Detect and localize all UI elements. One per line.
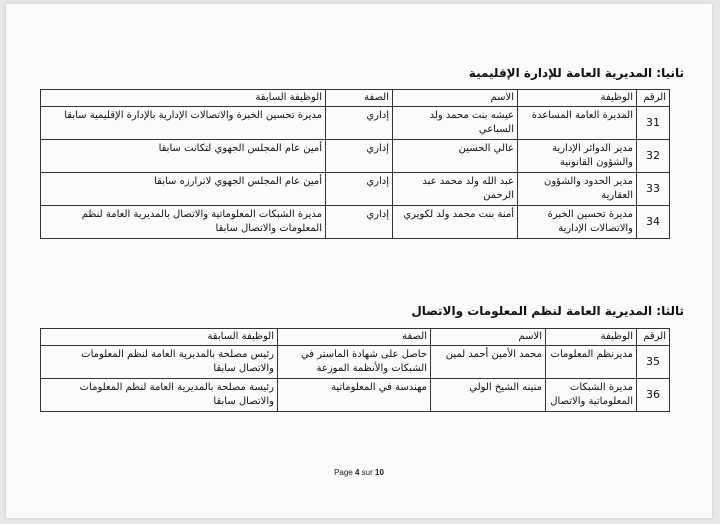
footer-sur-word: sur — [361, 468, 373, 477]
footer-page-total: 10 — [375, 468, 384, 477]
cell-num: 36 — [637, 379, 670, 412]
section-3-table — [40, 328, 670, 412]
table-row — [41, 206, 670, 239]
cell-num: 35 — [637, 346, 670, 379]
cell-name: عيشه بنت محمد ولد السباعي — [393, 107, 518, 140]
header-name: الاسم — [393, 90, 518, 107]
cell-name: عالي الحسين — [393, 140, 518, 173]
cell-num: 33 — [637, 173, 670, 206]
header-num: الرقم — [637, 90, 670, 107]
cell-status: إداري — [326, 206, 393, 239]
table-row — [41, 107, 670, 140]
section-2-table — [40, 89, 670, 239]
cell-function: مدير الحدود والشؤون العقارية — [518, 173, 637, 206]
cell-function: مديرة تحسين الخبرة والاتصالات الإدارية — [518, 206, 637, 239]
table-row — [41, 140, 670, 173]
header-function: الوظيفة — [546, 329, 637, 346]
cell-status: إداري — [326, 140, 393, 173]
cell-previous: مديرة تحسين الخبرة والاتصالات الإدارية بالإدارة الإقليمية سابقا — [41, 107, 326, 140]
cell-num: 32 — [637, 140, 670, 173]
section-3-title: ثالثا: المديرية العامة لنظم المعلومات والاتصال — [411, 304, 684, 318]
page-footer — [6, 468, 712, 477]
header-status: الصفة — [326, 90, 393, 107]
footer-page-number: 4 — [354, 468, 360, 477]
cell-status: إداري — [326, 173, 393, 206]
header-previous: الوظيفة السابقة — [41, 329, 278, 346]
table-row — [41, 173, 670, 206]
cell-function: المديرة العامة المساعدة — [518, 107, 637, 140]
header-num: الرقم — [637, 329, 670, 346]
cell-previous: مديرة الشبكات المعلوماتية والاتصال بالمديرية العامة لنظم المعلومات والاتصال سابقا — [41, 206, 326, 239]
cell-name: أمنة بنت محمد ولد لكويري — [393, 206, 518, 239]
cell-previous: أمين عام المجلس الجهوي لاترارزه سابقا — [41, 173, 326, 206]
footer-page-word: Page — [334, 468, 353, 477]
cell-status: حاصل على شهادة الماستر في الشبكات والأنظمة الموزعة — [278, 346, 431, 379]
cell-previous: رئيسة مصلحة بالمديرية العامة لنظم المعلومات والاتصال سابقا — [41, 379, 278, 412]
document-page — [6, 4, 712, 518]
header-previous: الوظيفة السابقة — [41, 90, 326, 107]
table-header-row — [41, 90, 670, 107]
cell-name: عبد الله ولد محمد عبد الرحمن — [393, 173, 518, 206]
cell-num: 31 — [637, 107, 670, 140]
header-name: الاسم — [431, 329, 546, 346]
header-status: الصفة — [278, 329, 431, 346]
cell-function: مدير الدوائر الإدارية والشؤون القانونية — [518, 140, 637, 173]
table-row — [41, 346, 670, 379]
cell-status: مهندسة في المعلوماتية — [278, 379, 431, 412]
cell-previous: أمين عام المجلس الجهوي لتكانت سابقا — [41, 140, 326, 173]
cell-name: منينه الشيخ الولي — [431, 379, 546, 412]
cell-num: 34 — [637, 206, 670, 239]
cell-function: مديرة الشبكات المعلوماتية والاتصال — [546, 379, 637, 412]
cell-name: محمد الأمين أحمد لمين — [431, 346, 546, 379]
table-header-row — [41, 329, 670, 346]
table-row — [41, 379, 670, 412]
header-function: الوظيفة — [518, 90, 637, 107]
section-2-title: ثانيا: المديرية العامة للإدارة الإقليمية — [468, 66, 684, 80]
cell-function: مديرنظم المعلومات — [546, 346, 637, 379]
cell-status: إداري — [326, 107, 393, 140]
cell-previous: رئيس مصلحة بالمديرية العامة لنظم المعلومات والاتصال سابقا — [41, 346, 278, 379]
